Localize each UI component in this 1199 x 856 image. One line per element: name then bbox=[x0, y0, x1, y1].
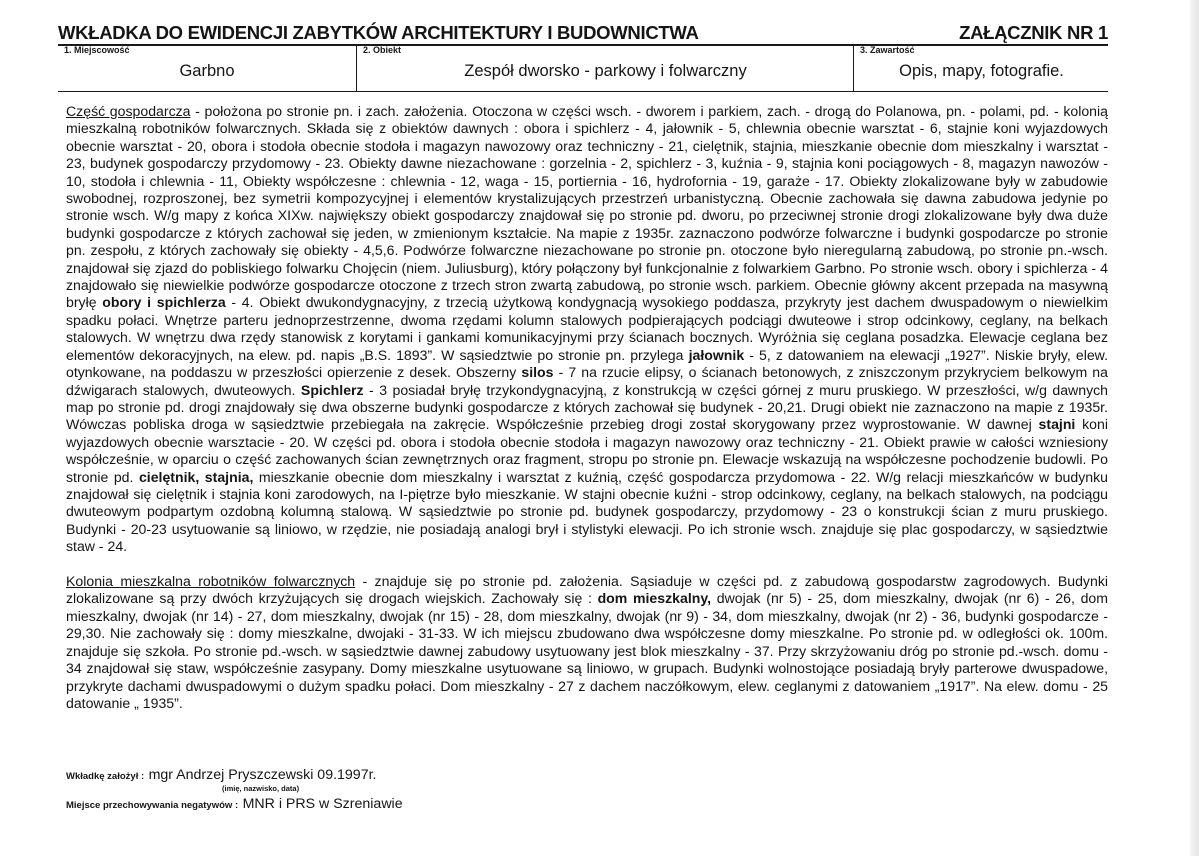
author-value: mgr Andrzej Pryszczewski 09.1997r. bbox=[148, 767, 377, 783]
bold-term: jałownik bbox=[688, 346, 745, 363]
info-table bbox=[58, 45, 1108, 92]
author-row bbox=[66, 766, 376, 784]
author-label: Wkładkę założył : bbox=[66, 771, 145, 782]
paragraph-text: - 5, z datowaniem na elewacji „1927”. Niskie bryły, elew. otynkowane, na poddaszu w przeszłości opierzenie z desek. Obszerny bbox=[66, 346, 1108, 381]
bold-term: cielętnik, stajnia, bbox=[138, 468, 254, 485]
storage-value: MNR i PRS w Szreniawie bbox=[242, 796, 403, 812]
page-edge bbox=[1190, 0, 1199, 856]
annex-number: ZAŁĄCZNIK NR 1 bbox=[959, 22, 1108, 43]
storage-label: Miejsce przechowywania negatywów : bbox=[66, 800, 239, 811]
paragraph-text: - 4. Obiekt dwukondygnacyjny, z trzecią użytkową kondygnacją wysokiego poddasza, przykryty jest dachem dwuspadowym o niewielkim spadku połaci. Wnętrze parteru jednoprzestrzenne, dwoma rzędami kolumn stalowych podpierających podciągi dwuteowe i strop odcinkowy, ceglany, na belkach stalowych. W wnętrzu dwa rzędy stanowisk z korytami i gankami komunikacyjnymi przy ścianach bocznych. Wyróżnia się ceglana posadzka. Elewacje ceglana bez elementów dekoracyjnych, na elew. pd. napis „B.S. 1893”. W sąsiedztwie po stronie pn. przylega bbox=[66, 294, 1108, 363]
paragraph-text: - położona po stronie pn. i zach. założenia. Otoczona w części wsch. - dworem i parkiem, zach. - drogą do Polanowa, pn. - polami, pd. - kolonią mieszkalną robotników folwarcznych. Składa się z obiektów dawnych : obora i spichlerz - 4, jałownik - 5, chlewnia obecnie warsztat - 6, stajnie koni wyjazdowych obecnie warsztat - 20, obora i stodoła obecnie stodoła i magazyn nawozowy oraz techniczny - 21, cielętnik, stajnia, mieszkanie obecnie dom mieszkalny i warsztat - 23, budynek gospodarczy przydomowy - 23. Obiekty dawne niezachowane : gorzelnia - 2, spichlerz - 3, kuźnia - 9, stajnia koni pociągowych - 8, magazyn nawozów - 10, stodoła i chlewnia - 11, Obiekty współczesne : chlewnia - 12, waga - 15, portiernia - 16, hydrofornia - 19, garaże - 17. Obiekty zlokalizowane były w zabudowie swobodnej, rozproszonej, bez symetrii kompozycyjnej i elementów krystalizujących przestrzeń urbanistyczną. Obecnie zachowała się dawna zabudowa jedynie po stronie wsch. W/g mapy z końca XIXw. największy obiekt gospodarczy znajdował się po stronie pd. dworu, po przeciwnej stronie drogi zlokalizowane były dwa duże budynki gospodarcze z których zachował się jeden, w zmienionym kształcie. Na mapie z 1935r. zaznaczono podwórze folwarczne i budynki gospodarcze po stronie pn. zespołu, z których zachowały się obiekty - 4,5,6. Podwórze folwarczne niezachowane po stronie pn. otoczone było nieregularną zabudową, po stronie pn.-wsch. znajdował się zjazd do pobliskiego folwarku Chojęcin (niem. Juliusburg), który połączony był funkcjonalnie z folwarkiem Garbno. Po stronie wsch. obory i spichlerza - 4 znajdowało się niewielkie podwórze gospodarcze otoczone z trzech stron zwartą zabudową, po stronie wsch. parkiem. Obecnie główny akcent przepada na masywną bryłę bbox=[66, 103, 1108, 311]
place-label: 1. Miejscowość bbox=[64, 45, 130, 55]
bold-term: silos bbox=[521, 364, 554, 381]
farm-section-heading: Część gospodarcza bbox=[66, 103, 191, 119]
paragraph-text: mieszkanie obecnie dom mieszkalny i warsztat z kuźnią, część gospodarcza przydomowa - 22. W/g relacji mieszkańców w budynku znajdował się cielętnik i stajnia koni zarodowych, na I-piętrze było mieszkanie. W stajni obecnie kuźni - strop odcinkowy, ceglany, na belkach stalowych, na podciągu dwuteowym podpartym ozdobną kolumną stalową. W sąsiedztwie po stronie pd. budynek gospodarczy, przydomowy - 23 o konstrukcji ścian z muru pruskiego. Budynki - 20-23 usytuowanie są liniowo, w rzędzie, nie posiadają analogi brył i stylistyki elewacji. Po ich stronie wsch. znajduje się plac gospodarczy, w sąsiedztwie staw - 24. bbox=[66, 468, 1108, 555]
colony-section-paragraph bbox=[66, 573, 1108, 712]
paragraph-text: - znajduje się po stronie pd. założenia. Sąsiaduje w części pd. z zabudową gospodarstw zagrodowych. Budynki zlokalizowane są przy dwóch krzyżujących się drogach wiejskich. Zachowały się : bbox=[66, 573, 1108, 607]
paragraph-text: - 7 na rzucie elipsy, o ścianach betonowych, z zniszczonym przykryciem belkowym na dźwigarach stalowych, dwuteowych. bbox=[66, 364, 1108, 398]
content-value: Opis, mapy, fotografie. bbox=[899, 62, 1064, 80]
content-label: 3. Zawartość bbox=[860, 45, 915, 55]
author-caption: (imię, nazwisko, data) bbox=[222, 784, 300, 793]
object-value: Zespół dworsko - parkowy i folwarczny bbox=[464, 62, 747, 80]
document-body bbox=[66, 103, 1108, 712]
bold-term: stajni bbox=[1038, 416, 1076, 433]
bold-term: dom mieszkalny, bbox=[597, 590, 712, 607]
paragraph-text: dwojak (nr 5) - 25, dom mieszkalny, dwojak (nr 6) - 26, dom mieszkalny, dwojak (nr 14) - 27, dom mieszkalny, dwojak (nr 15) - 28, dom mieszkalny, dwojak (nr 9) - 34, dom mieszkalny, dwojak (nr 2) - 36, budynki gospodarcze - 29,30. Nie zachowały się : domy mieszkalne, dwojaki - 31-33. W ich miejscu zbudowano dwa współczesne domy mieszkalne. Po stronie pd. w odległości ok. 100m. znajduje się szkoła. Po stronie pd.-wsch. w sąsiedztwie dawnej zabudowy usytuowany jest blok mieszkalny - 37. Przy skrzyżowaniu dróg po stronie pd.-wsch. domu - 34 znajdował się staw, współcześnie zasypany. Domy mieszkalne usytuowane są liniowo, w grupach. Budynki wolnostojące posiadają bryły parterowe dwuspadowe, przykryte dachami dwuspadowymi o dużym spadku połaci. Dom mieszkalny - 27 z dachem naczółkowym, elew. ceglanymi z datowaniem „1917”. Na elew. domu - 25 datowanie „ 1935”. bbox=[66, 590, 1108, 711]
farm-section-paragraph bbox=[66, 103, 1108, 556]
storage-row bbox=[66, 795, 403, 813]
place-cell bbox=[58, 45, 356, 91]
place-value: Garbno bbox=[179, 62, 235, 80]
paragraph-text: koni wyjazdowych obecnie warsztacie - 20. W części pd. obora i stodoła obecnie stodoła i magazyn nawozowy oraz techniczny - 21. Obiekt prawie w całości wzniesiony współcześnie, w oparciu o część zachowanych ścian zewnętrznych oraz fragment, stropu po stronie pn. Elewacje wskazują na współczesne pochodzenie budowli. Po stronie pd. bbox=[66, 416, 1108, 485]
colony-section-heading: Kolonia mieszkalna robotników folwarcznych bbox=[66, 573, 356, 590]
paragraph-text: - 3 posiadał bryłę trzykondygnacyjną, z konstrukcją w części górnej z muru pruskiego. W przeszłości, w/g dawnych map po stronie pd. drogi znajdowały się dwa obszerne budynki gospodarcze z których zachował się budynek - 20,21. Drugi obiekt nie zaznaczono na mapie z 1935r. Wówczas pobliska droga w sąsiedztwie przebiegała na zakręcie. Współcześnie przebieg drogi został skorygowany przez wyprostowanie. W dawnej bbox=[66, 381, 1108, 433]
object-cell bbox=[356, 45, 854, 91]
document-title: WKŁADKA DO EWIDENCJI ZABYTKÓW ARCHITEKTURY I BUDOWNICTWA bbox=[58, 22, 699, 43]
object-label: 2. Obiekt bbox=[363, 45, 402, 55]
content-cell bbox=[853, 45, 1109, 91]
bold-term: obory i spichlerza bbox=[102, 294, 226, 311]
bold-term: Spichlerz bbox=[300, 381, 364, 398]
